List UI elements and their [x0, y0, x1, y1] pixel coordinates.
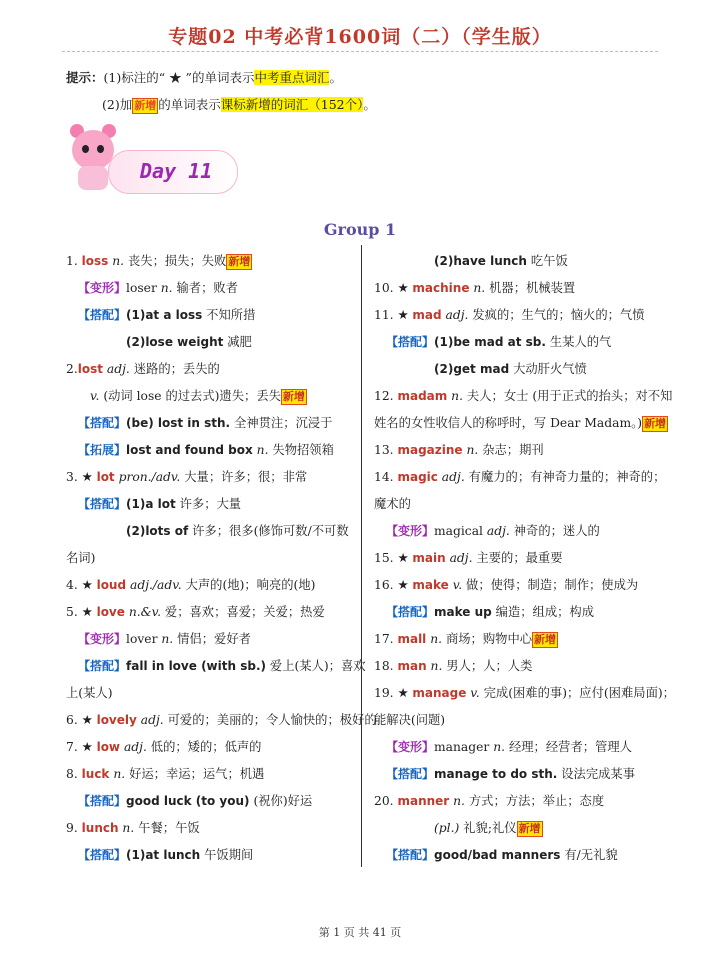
collocation-tag: 【搭配】 [386, 605, 435, 619]
collocation-tag: 【搭配】 [78, 416, 127, 430]
new-tag: 新增 [134, 99, 157, 112]
entry-main: 15. ★ main adj. 主要的；最重要 [374, 551, 563, 565]
collocation-tag: 【搭配】 [78, 659, 127, 673]
continuation-line: 魔术的 [374, 497, 411, 511]
page-title: 专题02 中考必背1600词（二）（学生版） [168, 26, 552, 48]
entry-low: 7. ★ low adj. 低的；矮的；低声的 [66, 740, 262, 754]
entry-lovely: 6. ★ lovely adj. 可爱的；美丽的；令人愉快的；极好的 [66, 713, 377, 727]
headword: main [412, 551, 446, 565]
collocation-line: (2)lose weight 减肥 [126, 335, 252, 349]
headword: low [96, 740, 121, 754]
entry-man: 18. man n. 男人；人；人类 [374, 659, 533, 673]
headword: magic [397, 470, 438, 484]
hint-1-highlight: 中考重点词汇 [254, 70, 330, 85]
entry-lot: 3. ★ lot pron./adv. 大量；许多；很；非常 [66, 470, 308, 484]
collocation-line: 【搭配】(1)a lot 许多；大量 [78, 497, 242, 511]
headword: mad [412, 308, 442, 322]
headword: madam [397, 389, 448, 403]
bear-body [78, 166, 108, 190]
collocation-tag: 【搭配】 [78, 308, 127, 322]
variant-tag: 【变形】 [78, 281, 127, 295]
collocation-line: (2)lots of 许多；很多(修饰可数/不可数 [126, 524, 349, 538]
headword: loud [96, 578, 127, 592]
continuation-line: 上(某人) [66, 686, 113, 700]
headword: manner [397, 794, 450, 808]
continuation-line: 能解决(问题) [374, 713, 446, 727]
hint-line-1 [66, 68, 342, 86]
title-divider [62, 51, 658, 52]
collocation-tag: 【搭配】 [386, 335, 435, 349]
headword: machine [412, 281, 470, 295]
bear-mascot-icon [72, 130, 114, 170]
collocation-line: 【搭配】(be) lost in sth. 全神贯注；沉浸于 [78, 416, 333, 430]
collocation-line: 【搭配】good/bad manners 有/无礼貌 [386, 848, 618, 862]
collocation-line: (2)get mad 大动肝火气愤 [434, 362, 587, 376]
variant-tag: 【变形】 [386, 524, 435, 538]
entry-loud: 4. ★ loud adj./adv. 大声的(地)；响亮的(地) [66, 578, 316, 592]
headword: manage [412, 686, 467, 700]
headword: loss [81, 254, 109, 268]
collocation-line: 【搭配】make up 编造；组成；构成 [386, 605, 595, 619]
sense-line: (pl.) 礼貌;礼仪 新增 [434, 821, 541, 835]
variant-line: 【变形】manager n. 经理；经营者；管理人 [386, 740, 632, 754]
hint-1-prefix: (1)标注的“ ★ ”的单词表示 [103, 70, 255, 85]
variant-line: 【变形】magical adj. 神奇的；迷人的 [386, 524, 600, 538]
entry-manner: 20. manner n. 方式；方法；举止；态度 [374, 794, 605, 808]
bear-eye-left [82, 145, 89, 153]
hint-2-suffix: 。 [363, 97, 376, 112]
new-tag: 新增 [518, 822, 541, 835]
headword: lot [96, 470, 115, 484]
collocation-line: (2)have lunch 吃午饭 [434, 254, 568, 268]
sense-line: v. (动词 lose 的过去式)遗失；丢失 新增 [90, 389, 305, 403]
hint-2-middle: 的单词表示 [158, 97, 221, 112]
headword: lovely [96, 713, 137, 727]
entry-manage: 19. ★ manage v. 完成(困难的事)；应付(困难局面)； [374, 686, 675, 700]
new-tag: 新增 [228, 255, 251, 268]
entry-mall: 17. mall n. 商场；购物中心 新增 [374, 632, 557, 646]
entry-lunch: 9. lunch n. 午餐；午饭 [66, 821, 200, 835]
entry-madam: 12. madam n. 夫人；女士 (用于正式的抬头；对不知 [374, 389, 673, 403]
variant-line: 【变形】loser n. 输者；败者 [78, 281, 238, 295]
entry-loss: 1. loss n. 丧失；损失；失败 新增 [66, 254, 251, 268]
collocation-tag: 【搭配】 [78, 794, 127, 808]
entry-machine: 10. ★ machine n. 机器；机械装置 [374, 281, 576, 295]
left-column [66, 252, 377, 873]
entry-lost: 2.lost adj. 迷路的；丢失的 [66, 362, 220, 376]
variant-tag: 【变形】 [386, 740, 435, 754]
headword: mall [397, 632, 427, 646]
variant-tag: 【变形】 [78, 632, 127, 646]
collocation-line: 【搭配】(1)at a loss 不知所措 [78, 308, 256, 322]
headword: man [397, 659, 427, 673]
day-label: Day 11 [140, 159, 213, 183]
entry-magic: 14. magic adj. 有魔力的；有神奇力量的；神奇的； [374, 470, 666, 484]
collocation-line: 【搭配】(1)at lunch 午饭期间 [78, 848, 254, 862]
new-tag: 新增 [282, 390, 305, 403]
continuation-line: 姓名的女性收信人的称呼时，写 Dear Madam。) 新增 [374, 416, 667, 430]
collocation-tag: 【搭配】 [78, 848, 127, 862]
collocation-tag: 【搭配】 [386, 848, 435, 862]
continuation-line: 名词) [66, 551, 96, 565]
bear-eye-right [97, 145, 104, 153]
headword: make [412, 578, 449, 592]
right-column [374, 252, 675, 873]
page-footer: 第 1 页 共 41 页 [318, 926, 402, 939]
hint-line-2 [102, 95, 376, 114]
hint-2-prefix: (2)加 [102, 97, 133, 112]
collocation-line: 【搭配】manage to do sth. 设法完成某事 [386, 767, 636, 781]
entry-magazine: 13. magazine n. 杂志；期刊 [374, 443, 544, 457]
collocation-tag: 【搭配】 [78, 497, 127, 511]
extension-tag: 【拓展】 [78, 443, 127, 457]
headword: love [96, 605, 125, 619]
collocation-line: 【搭配】good luck (to you) (祝你)好运 [78, 794, 313, 808]
headword: lunch [81, 821, 119, 835]
collocation-tag: 【搭配】 [386, 767, 435, 781]
extension-line: 【拓展】lost and found box n. 失物招领箱 [78, 443, 334, 457]
column-divider [361, 245, 362, 867]
variant-line: 【变形】lover n. 情侣；爱好者 [78, 632, 251, 646]
new-tag: 新增 [644, 417, 667, 430]
collocation-line: 【搭配】(1)be mad at sb. 生某人的气 [386, 335, 612, 349]
headword: magazine [397, 443, 463, 457]
headword: luck [81, 767, 110, 781]
hint-label: 提示： [66, 70, 104, 85]
collocation-line: 【搭配】fall in love (with sb.) 爱上(某人)；喜欢 [78, 659, 366, 673]
entry-make: 16. ★ make v. 做；使得；制造；制作；使成为 [374, 578, 639, 592]
entry-love: 5. ★ love n.&v. 爱；喜欢；喜爱；关爱；热爱 [66, 605, 325, 619]
entry-luck: 8. luck n. 好运；幸运；运气；机遇 [66, 767, 265, 781]
headword: lost [77, 362, 103, 376]
new-tag: 新增 [534, 633, 557, 646]
day-banner [66, 122, 236, 198]
hint-1-suffix: 。 [329, 70, 342, 85]
hint-2-highlight: 课标新增的词汇（152个） [220, 97, 364, 112]
entry-mad: 11. ★ mad adj. 发疯的；生气的；恼火的；气愤 [374, 308, 645, 322]
group-title: Group 1 [323, 220, 397, 239]
